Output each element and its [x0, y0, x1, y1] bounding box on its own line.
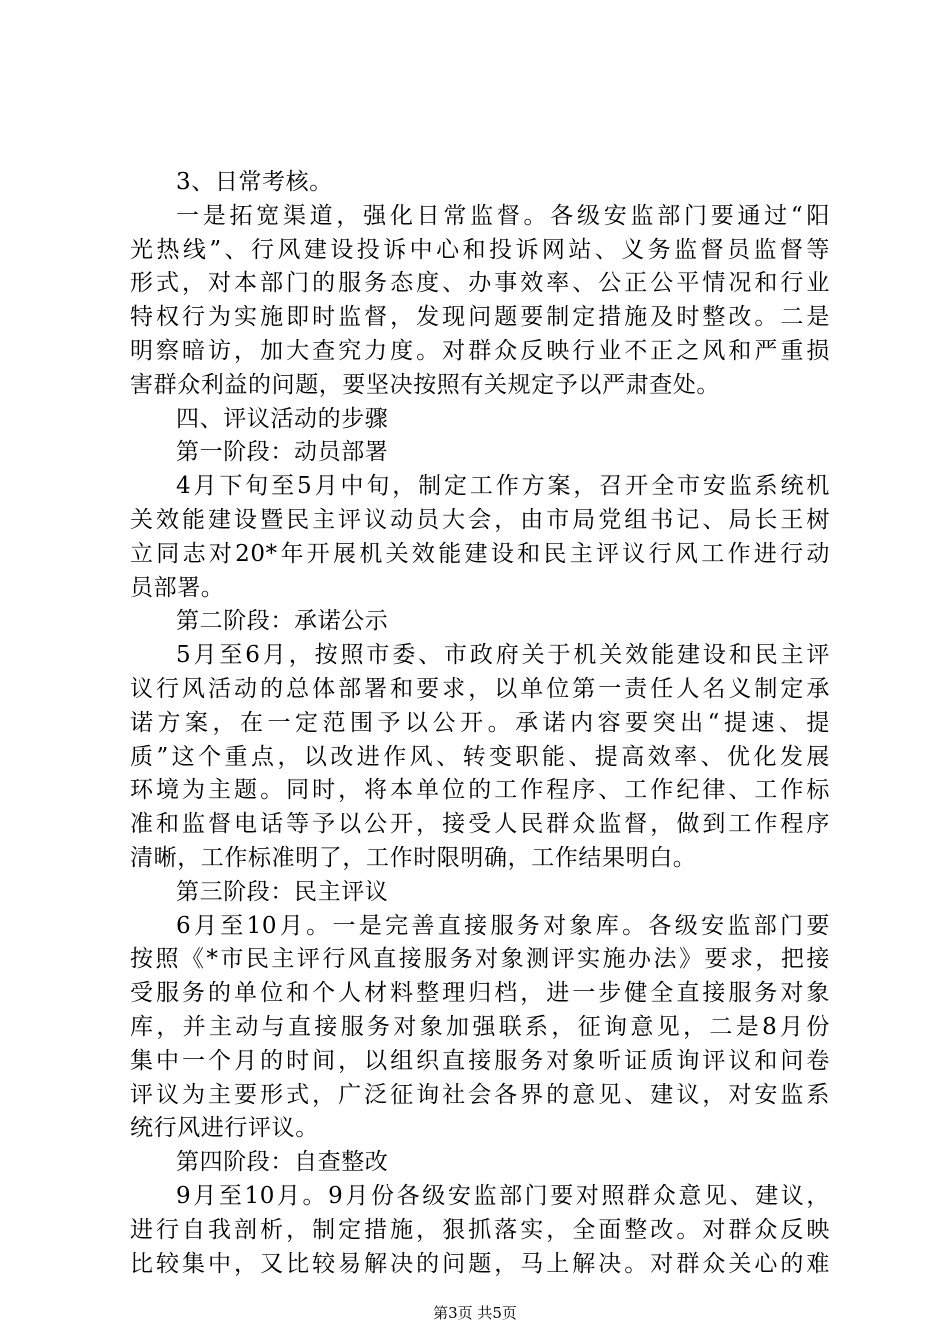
text-line: 四、评议活动的步骤 [176, 405, 389, 432]
text-line: 诺方案，在一定范围予以公开。承诺内容要突出“提速、提 [130, 709, 830, 736]
text-line: 员部署。 [130, 574, 225, 601]
text-line: 清晰，工作标准明了，工作时限明确，工作结果明白。 [130, 844, 697, 871]
text-line: 害群众利益的问题，要坚决按照有关规定予以严肃查处。 [130, 371, 720, 398]
text-line: 4月下旬至5月中旬，制定工作方案，召开全市安监系统机 [176, 473, 830, 500]
document-body [130, 166, 830, 1281]
text-line: 集中一个月的时间，以组织直接服务对象听证质询评议和问卷 [130, 1047, 830, 1074]
text-line: 特权行为实施即时监督，发现问题要制定措施及时整改。二是 [130, 304, 830, 331]
text-line: 5月至6月，按照市委、市政府关于机关效能建设和民主评 [176, 642, 830, 669]
text-line: 一是拓宽渠道，强化日常监督。各级安监部门要通过“阳 [176, 202, 830, 229]
text-line: 光热线”、行风建设投诉中心和投诉网站、义务监督员监督等 [130, 236, 830, 263]
text-line: 质”这个重点，以改进作风、转变职能、提高效率、优化发展 [130, 743, 830, 770]
text-line: 统行风进行评议。 [130, 1115, 319, 1142]
text-line: 形式，对本部门的服务态度、办事效率、公正公平情况和行业 [130, 270, 830, 297]
text-line: 第一阶段：动员部署 [176, 439, 389, 466]
text-line: 关效能建设暨民主评议动员大会，由市局党组书记、局长王树 [130, 506, 830, 533]
text-line: 明察暗访，加大查究力度。对群众反映行业不正之风和严重损 [130, 337, 830, 364]
text-line: 按照《*市民主评行风直接服务对象测评实施办法》要求，把接 [130, 946, 830, 973]
text-line: 第三阶段：民主评议 [176, 878, 389, 905]
text-line: 准和监督电话等予以公开，接受人民群众监督，做到工作程序 [130, 811, 830, 838]
page-footer: 第3页 共5页 [433, 1304, 517, 1322]
text-line: 3、日常考核。 [176, 169, 333, 195]
text-line: 议行风活动的总体部署和要求，以单位第一责任人名义制定承 [130, 675, 830, 702]
text-line: 库，并主动与直接服务对象加强联系，征询意见，二是8月份 [130, 1013, 830, 1040]
text-line: 6月至10月。一是完善直接服务对象库。各级安监部门要 [176, 912, 830, 939]
text-line: 第二阶段：承诺公示 [176, 608, 389, 635]
text-line: 比较集中，又比较易解决的问题，马上解决。对群众关心的难 [130, 1250, 830, 1277]
text-line: 第四阶段：自查整改 [176, 1149, 389, 1176]
text-line: 立同志对20*年开展机关效能建设和民主评议行风工作进行动 [130, 540, 830, 567]
text-line: 进行自我剖析，制定措施，狠抓落实，全面整改。对群众反映 [130, 1216, 830, 1243]
text-line: 环境为主题。同时，将本单位的工作程序、工作纪律、工作标 [130, 777, 830, 804]
text-line: 评议为主要形式，广泛征询社会各界的意见、建议，对安监系 [130, 1081, 830, 1108]
text-line: 9月至10月。9月份各级安监部门要对照群众意见、建议， [176, 1182, 830, 1209]
text-line: 受服务的单位和个人材料整理归档，进一步健全直接服务对象 [130, 980, 830, 1007]
